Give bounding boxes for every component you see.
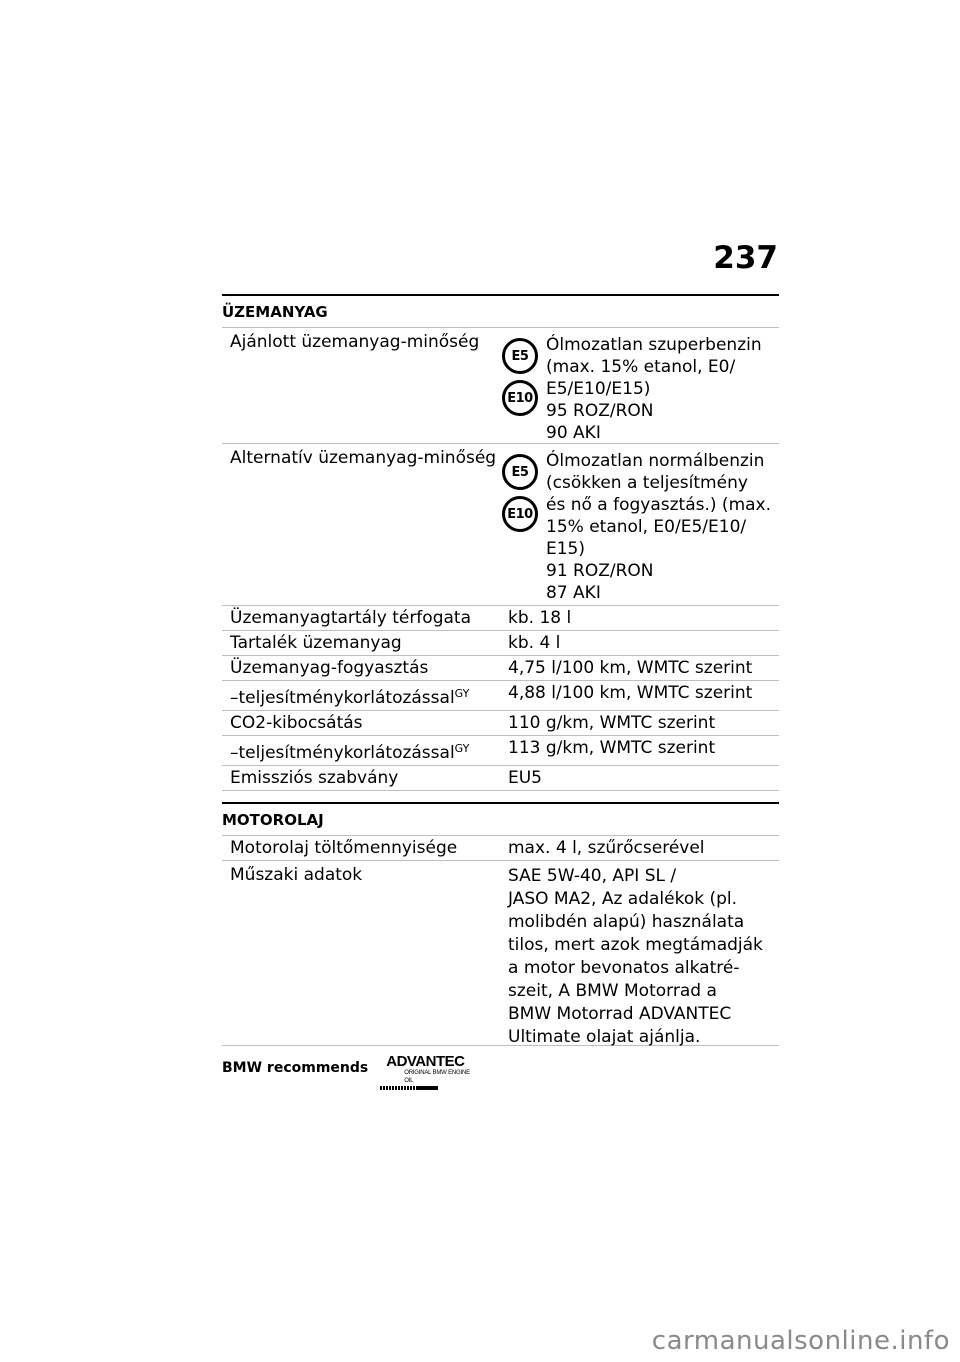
text-line: Ólmozatlan szuperbenzin <box>546 335 762 355</box>
row-value <box>498 332 779 442</box>
text-line: 15% etanol, E0/E5/E10/ <box>546 517 747 537</box>
row-value: 4,75 l/100 km, WMTC szerint <box>508 658 753 678</box>
text-line: SAE 5W-40, API SL / <box>508 866 677 886</box>
watermark: carmanualsonline.info <box>651 1326 950 1356</box>
row-label: Motorolaj töltőmennyisége <box>230 838 458 858</box>
text-line: Ólmozatlan normálbenzin <box>546 451 765 471</box>
table-row <box>222 443 779 605</box>
table-row <box>222 630 779 655</box>
row-label: CO2-kibocsátás <box>230 713 363 733</box>
text-line: (max. 15% etanol, E0/ <box>546 357 736 377</box>
row-label: Üzemanyagtartály térfogata <box>230 608 471 628</box>
text-line: 87 AKI <box>546 583 601 603</box>
row-value: EU5 <box>508 768 542 788</box>
table-row <box>222 735 779 765</box>
fuel-badges <box>502 448 546 604</box>
footnote-marker: GY <box>454 742 470 755</box>
row-label: Üzemanyag-fogyasztás <box>230 658 429 678</box>
row-label: Alternatív üzemanyag-minőség <box>230 448 497 468</box>
row-label: Műszaki adatok <box>230 865 363 885</box>
text-line: szeit, A BMW Motorrad a <box>508 981 717 1001</box>
table-row <box>222 860 779 1046</box>
fuel-badges <box>502 332 546 442</box>
advantec-logo <box>378 1052 478 1086</box>
text-line: és nő a fogyasztás.) (max. <box>546 495 772 515</box>
table-row <box>222 680 779 710</box>
fuel-text <box>546 448 779 604</box>
row-value <box>498 448 779 604</box>
row-value: kb. 4 l <box>508 633 561 653</box>
oil-section <box>222 802 779 1046</box>
table-row <box>222 327 779 443</box>
table-row <box>222 710 779 735</box>
logo-sub-text: ORIGINAL BMW ENGINE OIL <box>404 1070 470 1084</box>
logo-stripe-icon <box>378 1086 478 1090</box>
text-line: (csökken a teljesítmény <box>546 473 748 493</box>
oil-section-title: MOTOROLAJ <box>222 802 779 835</box>
row-label: Ajánlott üzemanyag-minőség <box>230 332 480 352</box>
row-value: 113 g/km, WMTC szerint <box>508 738 716 758</box>
text-line: Ultimate olajat ajánlja. <box>508 1027 701 1047</box>
text-line: a motor bevonatos alkatré- <box>508 958 740 978</box>
oil-table <box>222 835 779 1046</box>
text-line: molibdén alapú) használata <box>508 912 745 932</box>
text-line: tilos, mert azok megtámadják <box>508 935 763 955</box>
table-row <box>222 605 779 630</box>
row-label: Tartalék üzemanyag <box>230 633 402 653</box>
row-value: kb. 18 l <box>508 608 572 628</box>
table-row <box>222 765 779 791</box>
text-line: 91 ROZ/RON <box>546 561 654 581</box>
label-text: –teljesítménykorlátozással <box>230 743 455 763</box>
row-label: Emissziós szabvány <box>230 768 399 788</box>
text-line: BMW Motorrad ADVANTEC <box>508 1004 732 1024</box>
fuel-section <box>222 294 779 791</box>
footnote-marker: GY <box>454 687 470 700</box>
text-line: JASO MA2, Az adalékok (pl. <box>508 889 738 909</box>
row-label <box>222 684 498 708</box>
label-text: –teljesítménykorlátozással <box>230 688 455 708</box>
page-number: 237 <box>713 240 778 276</box>
recommendation-footer <box>222 1052 478 1086</box>
row-value: max. 4 l, szűrőcserével <box>508 838 705 858</box>
fuel-text <box>546 332 779 442</box>
recommends-text: BMW recommends <box>222 1060 369 1076</box>
fuel-table <box>222 327 779 791</box>
fuel-section-title: ÜZEMANYAG <box>222 294 779 327</box>
row-label <box>222 739 498 763</box>
e5-fuel-icon: E5 <box>502 454 538 490</box>
text-line: E15) <box>546 539 586 559</box>
text-line: 90 AKI <box>546 423 601 443</box>
logo-main-text: ADVANTEC <box>386 1053 465 1070</box>
row-value: 110 g/km, WMTC szerint <box>508 713 716 733</box>
table-row <box>222 655 779 680</box>
e5-fuel-icon: E5 <box>502 338 538 374</box>
text-line: E5/E10/E15) <box>546 379 651 399</box>
row-value: 4,88 l/100 km, WMTC szerint <box>508 683 753 703</box>
table-row <box>222 835 779 860</box>
e10-fuel-icon: E10 <box>502 496 538 532</box>
text-line: 95 ROZ/RON <box>546 401 654 421</box>
row-value <box>498 865 779 1047</box>
e10-fuel-icon: E10 <box>502 380 538 416</box>
